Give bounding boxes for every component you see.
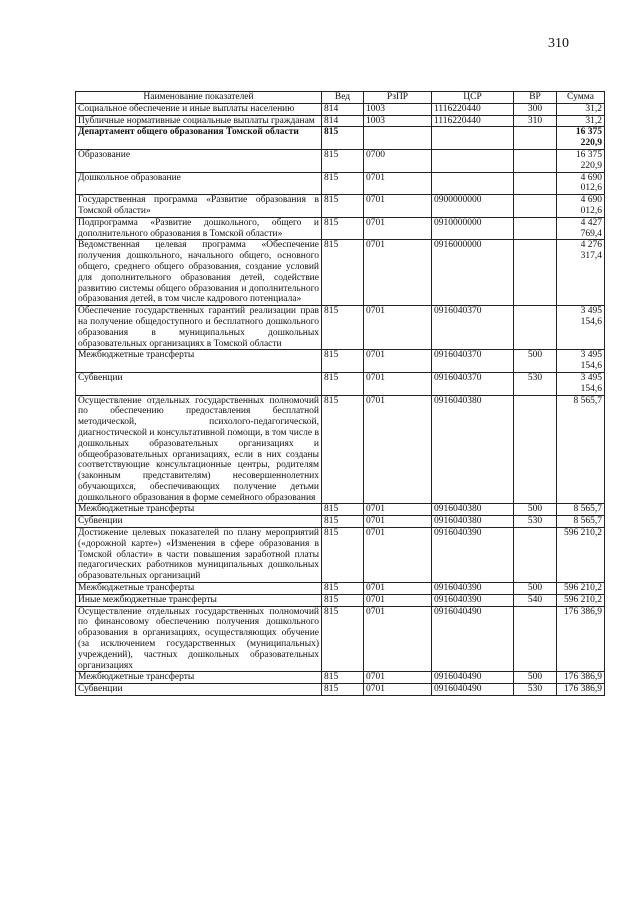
cell-sum: 3 495 154,6 xyxy=(557,306,605,350)
cell-csr: 0916040370 xyxy=(432,350,514,373)
cell-name: Межбюджетные трансферты xyxy=(76,504,322,516)
table-row xyxy=(76,504,605,516)
table-row xyxy=(76,395,605,504)
cell-ved: 815 xyxy=(322,149,364,172)
cell-rzpr: 1003 xyxy=(364,115,432,127)
cell-vr xyxy=(514,528,557,583)
cell-vr: 500 xyxy=(514,350,557,373)
cell-rzpr: 0701 xyxy=(364,528,432,583)
cell-vr xyxy=(514,149,557,172)
cell-ved: 815 xyxy=(322,240,364,306)
cell-csr: 0916040380 xyxy=(432,395,514,504)
table-row xyxy=(76,516,605,528)
cell-rzpr: 0701 xyxy=(364,195,432,218)
cell-name: Подпрограмма «Развитие дошкольного, общего и дополнительного образования в Томской области» xyxy=(76,217,322,240)
page-number: 310 xyxy=(548,36,569,51)
cell-name: Обеспечение государственных гарантий реализации прав на получение общедоступного и бесплатного дошкольного образования в муниципальных дошкольных образовательных организациях в Томской области xyxy=(76,306,322,350)
cell-rzpr: 0701 xyxy=(364,516,432,528)
cell-rzpr: 0701 xyxy=(364,504,432,516)
cell-vr: 530 xyxy=(514,516,557,528)
cell-csr: 0916040370 xyxy=(432,306,514,350)
table-row xyxy=(76,115,605,127)
cell-ved: 815 xyxy=(322,372,364,395)
table-header-row xyxy=(76,92,605,104)
budget-table xyxy=(75,91,605,696)
cell-name: Публичные нормативные социальные выплаты гражданам xyxy=(76,115,322,127)
cell-name: Межбюджетные трансферты xyxy=(76,350,322,373)
table-row xyxy=(76,528,605,583)
cell-ved: 815 xyxy=(322,528,364,583)
cell-rzpr: 0701 xyxy=(364,240,432,306)
cell-ved: 815 xyxy=(322,127,364,150)
cell-vr: 500 xyxy=(514,672,557,684)
cell-ved: 815 xyxy=(322,217,364,240)
cell-name: Образование xyxy=(76,149,322,172)
cell-rzpr: 0701 xyxy=(364,372,432,395)
cell-sum: 4 690 012,6 xyxy=(557,172,605,195)
cell-sum: 31,2 xyxy=(557,103,605,115)
cell-csr: 0916040490 xyxy=(432,672,514,684)
cell-name: Субвенции xyxy=(76,372,322,395)
cell-sum: 176 386,9 xyxy=(557,606,605,672)
cell-vr: 500 xyxy=(514,583,557,595)
cell-csr: 0916040390 xyxy=(432,594,514,606)
cell-ved: 815 xyxy=(322,306,364,350)
cell-rzpr: 0701 xyxy=(364,672,432,684)
cell-vr: 500 xyxy=(514,504,557,516)
cell-name: Межбюджетные трансферты xyxy=(76,583,322,595)
cell-rzpr xyxy=(364,127,432,150)
header-rzpr: РзПР xyxy=(364,92,432,104)
cell-ved: 814 xyxy=(322,103,364,115)
cell-vr xyxy=(514,395,557,504)
cell-vr: 310 xyxy=(514,115,557,127)
cell-rzpr: 0701 xyxy=(364,350,432,373)
cell-vr xyxy=(514,240,557,306)
cell-vr: 540 xyxy=(514,594,557,606)
table-row xyxy=(76,583,605,595)
cell-vr xyxy=(514,606,557,672)
cell-name: Достижение целевых показателей по плану мероприятий («дорожной карте») «Изменения в сфере образования в Томской области» в части повышения заработной платы педагогических работников муниципальных дошкольных образовательных организаций xyxy=(76,528,322,583)
cell-rzpr: 0701 xyxy=(364,172,432,195)
cell-sum: 596 210,2 xyxy=(557,594,605,606)
cell-name: Департамент общего образования Томской области xyxy=(76,127,322,150)
cell-ved: 815 xyxy=(322,172,364,195)
cell-csr xyxy=(432,127,514,150)
cell-vr: 300 xyxy=(514,103,557,115)
table-row xyxy=(76,594,605,606)
cell-rzpr: 1003 xyxy=(364,103,432,115)
cell-sum: 8 565,7 xyxy=(557,504,605,516)
cell-csr: 0916040380 xyxy=(432,516,514,528)
cell-ved: 815 xyxy=(322,583,364,595)
cell-rzpr: 0701 xyxy=(364,684,432,696)
cell-sum: 16 375 220,9 xyxy=(557,149,605,172)
cell-name: Субвенции xyxy=(76,684,322,696)
cell-rzpr: 0701 xyxy=(364,395,432,504)
cell-rzpr: 0701 xyxy=(364,306,432,350)
table-row xyxy=(76,350,605,373)
table-row xyxy=(76,172,605,195)
cell-vr xyxy=(514,195,557,218)
cell-sum: 31,2 xyxy=(557,115,605,127)
cell-rzpr: 0701 xyxy=(364,217,432,240)
table-row xyxy=(76,217,605,240)
cell-ved: 814 xyxy=(322,115,364,127)
cell-vr xyxy=(514,127,557,150)
table-row xyxy=(76,240,605,306)
table-row xyxy=(76,127,605,150)
cell-vr xyxy=(514,217,557,240)
cell-csr: 0916040490 xyxy=(432,606,514,672)
cell-sum: 4 690 012,6 xyxy=(557,195,605,218)
cell-csr: 0916040390 xyxy=(432,583,514,595)
cell-sum: 596 210,2 xyxy=(557,583,605,595)
cell-name: Межбюджетные трансферты xyxy=(76,672,322,684)
cell-ved: 815 xyxy=(322,606,364,672)
cell-sum: 4 427 769,4 xyxy=(557,217,605,240)
header-sum: Сумма xyxy=(557,92,605,104)
header-vr: ВР xyxy=(514,92,557,104)
cell-rzpr: 0701 xyxy=(364,583,432,595)
cell-rzpr: 0700 xyxy=(364,149,432,172)
cell-csr: 1116220440 xyxy=(432,103,514,115)
cell-csr xyxy=(432,172,514,195)
cell-name: Государственная программа «Развитие образования в Томской области» xyxy=(76,195,322,218)
table-row xyxy=(76,606,605,672)
cell-rzpr: 0701 xyxy=(364,606,432,672)
cell-name: Осуществление отдельных государственных полномочий по финансовому обеспечению получения дошкольного образования в организациях, осуществляющих обучение (за исключением государственных (муниципальных) учреждений), частных дошкольных образовательных организациях xyxy=(76,606,322,672)
cell-rzpr: 0701 xyxy=(364,594,432,606)
cell-csr: 1116220440 xyxy=(432,115,514,127)
cell-ved: 815 xyxy=(322,516,364,528)
table-body xyxy=(76,103,605,695)
cell-ved: 815 xyxy=(322,504,364,516)
cell-name: Осуществление отдельных государственных полномочий по обеспечению предоставления бесплатной методической, психолого-педагогической, диагностической и консультативной помощи, в том числе в дошкольных образовательных организациях и общеобразовательных организациях, если в них созданы соответствующие консультационные центры, родителям (законным представителям) несовершеннолетних обучающихся, обеспечивающих получение детьми дошкольного образования в форме семейного образования xyxy=(76,395,322,504)
cell-vr: 530 xyxy=(514,372,557,395)
header-csr: ЦСР xyxy=(432,92,514,104)
cell-sum: 596 210,2 xyxy=(557,528,605,583)
cell-ved: 815 xyxy=(322,672,364,684)
table-row xyxy=(76,372,605,395)
cell-ved: 815 xyxy=(322,195,364,218)
table-row xyxy=(76,195,605,218)
cell-name: Ведомственная целевая программа «Обеспечение получения дошкольного, начального общего, основного общего, среднего общего образования, создание условий для дополнительного образования детей, содействие развитию системы общего образования и дополнительного образования детей, в том числе кадрового потенциала» xyxy=(76,240,322,306)
cell-sum: 8 565,7 xyxy=(557,516,605,528)
cell-csr: 0916040390 xyxy=(432,528,514,583)
cell-sum: 8 565,7 xyxy=(557,395,605,504)
cell-name: Дошкольное образование xyxy=(76,172,322,195)
header-name: Наименование показателей xyxy=(76,92,322,104)
cell-sum: 176 386,9 xyxy=(557,672,605,684)
cell-csr: 0910000000 xyxy=(432,217,514,240)
cell-sum: 16 375 220,9 xyxy=(557,127,605,150)
cell-ved: 815 xyxy=(322,684,364,696)
cell-csr: 0916000000 xyxy=(432,240,514,306)
cell-ved: 815 xyxy=(322,350,364,373)
cell-vr xyxy=(514,172,557,195)
cell-csr: 0900000000 xyxy=(432,195,514,218)
cell-ved: 815 xyxy=(322,594,364,606)
table-row xyxy=(76,103,605,115)
cell-vr: 530 xyxy=(514,684,557,696)
cell-sum: 4 276 317,4 xyxy=(557,240,605,306)
cell-csr: 0916040490 xyxy=(432,684,514,696)
cell-sum: 3 495 154,6 xyxy=(557,350,605,373)
table-row xyxy=(76,149,605,172)
cell-ved: 815 xyxy=(322,395,364,504)
table-row xyxy=(76,306,605,350)
cell-name: Иные межбюджетные трансферты xyxy=(76,594,322,606)
cell-sum: 3 495 154,6 xyxy=(557,372,605,395)
table-row xyxy=(76,684,605,696)
cell-csr: 0916040370 xyxy=(432,372,514,395)
table-row xyxy=(76,672,605,684)
cell-name: Субвенции xyxy=(76,516,322,528)
header-ved: Вед xyxy=(322,92,364,104)
cell-vr xyxy=(514,306,557,350)
cell-csr xyxy=(432,149,514,172)
cell-csr: 0916040380 xyxy=(432,504,514,516)
cell-sum: 176 386,9 xyxy=(557,684,605,696)
cell-name: Социальное обеспечение и иные выплаты населению xyxy=(76,103,322,115)
